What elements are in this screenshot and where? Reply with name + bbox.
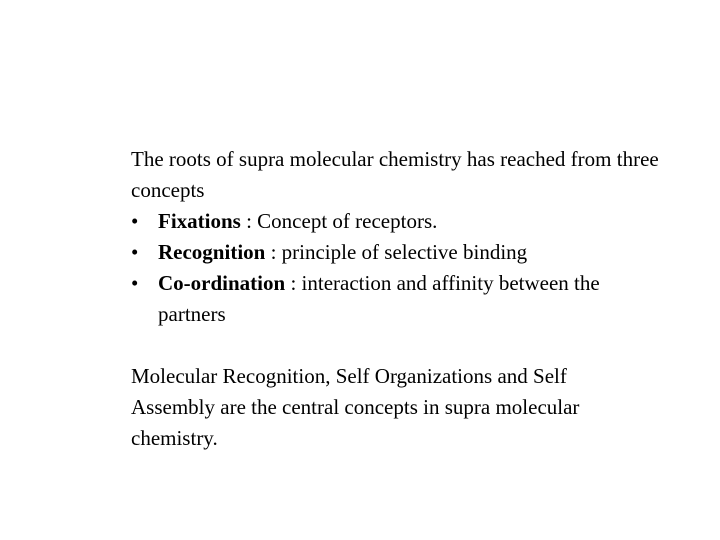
paragraph-spacer xyxy=(131,330,671,361)
list-item-recognition xyxy=(131,237,671,268)
bullet-icon: • xyxy=(131,209,139,233)
description-fixations: : Concept of receptors. xyxy=(240,209,438,233)
slide-body xyxy=(131,144,671,454)
bullet-icon: • xyxy=(131,240,139,264)
term-recognition: Recognition xyxy=(158,240,266,264)
term-fixations: Fixations xyxy=(158,209,241,233)
list-item-fixations xyxy=(131,206,671,237)
list-item-coordination xyxy=(131,268,671,330)
bullet-icon: • xyxy=(131,271,139,295)
term-coordination: Co-ordination xyxy=(158,271,286,295)
description-recognition: : principle of selective binding xyxy=(265,240,528,264)
intro-text: The roots of supra molecular chemistry has reached from three concepts xyxy=(131,147,659,202)
description-coordination: : interaction and affinity between the partners xyxy=(158,271,600,326)
concept-list xyxy=(131,206,671,330)
conclusion-text: Molecular Recognition, Self Organizations and Self Assembly are the central concepts in supra molecular chemistry. xyxy=(131,364,580,450)
